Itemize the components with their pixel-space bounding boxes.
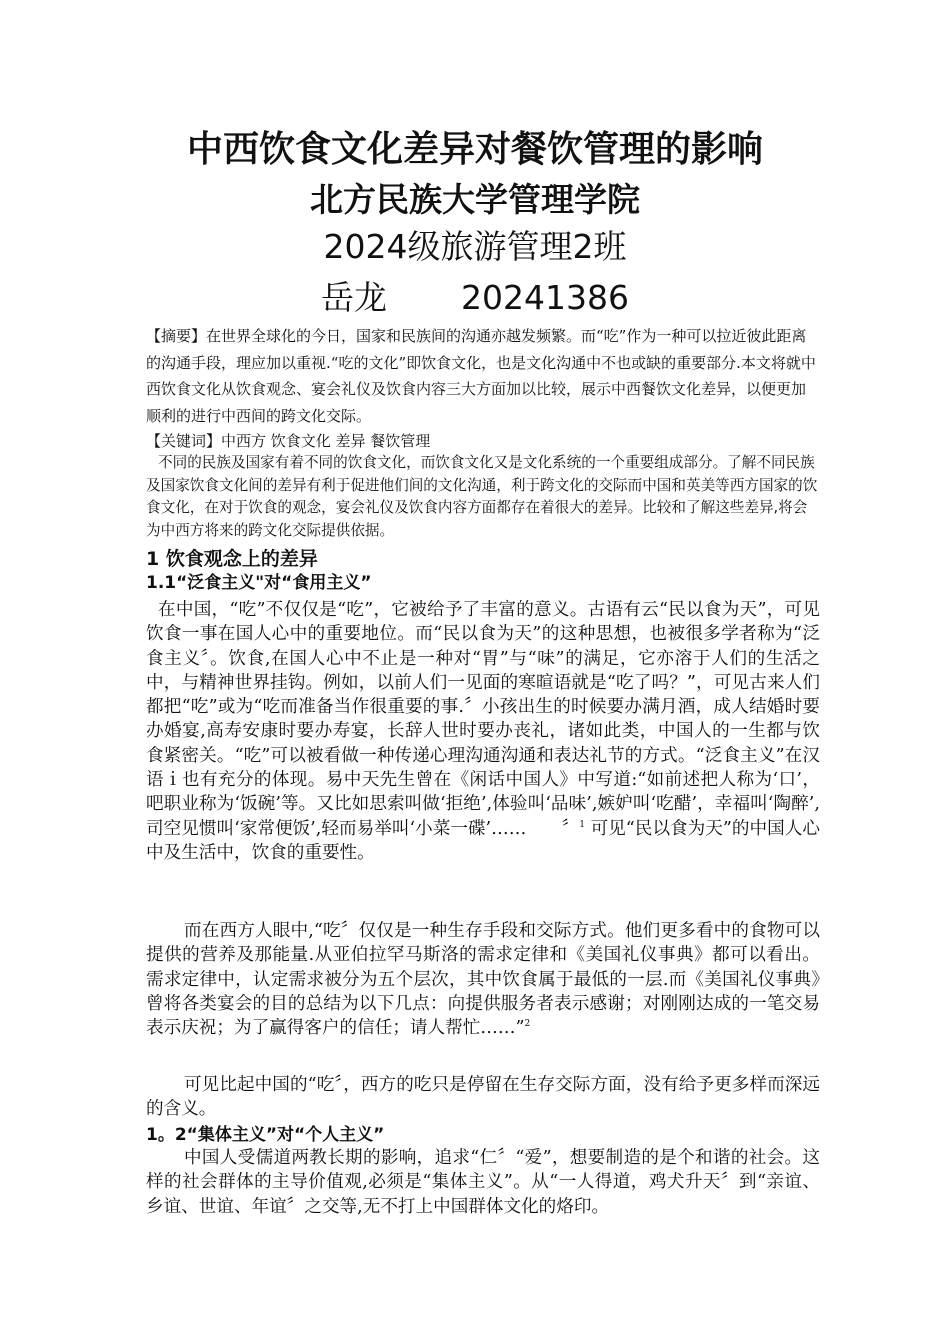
section-heading: 1 饮食观念上的差异 <box>146 548 318 570</box>
subsection-heading: 1.1“泛食主义"对“食用主义” <box>146 573 372 593</box>
footnote-ref: 1 <box>579 819 585 830</box>
abstract: 【摘要】在世界全球化的今日，国家和民族间的沟通亦越发频繁。而“吃”作为一种可以拉近彼此距离的沟通手段，理应加以重视.“吃的文化”即饮食文化，也是文化沟通中不也或缺的重要部分.本文将就中西饮食文化从饮食观念、宴会礼仪及饮食内容三大方面加以比较，展示中西餐饮文化差异，以便更加顺利的进行中西间的跨文化交际。 <box>146 327 816 426</box>
footnote-ref: 2 <box>524 1019 531 1030</box>
body-paragraph: 可见比起中国的“吃〞，西方的吃只是停留在生存交际方面，没有给予更多样而深远的含义。 <box>146 1075 820 1120</box>
body-paragraph <box>146 919 820 1040</box>
keywords: 【关键词】中西方 饮食文化 差异 餐饮管理 <box>146 432 431 450</box>
document-title: 中西饮食文化差异对餐饮管理的影响 <box>186 129 763 170</box>
body-paragraph <box>146 598 820 865</box>
body-paragraph: 中国人受儒道两教长期的影响，追求“仁〞“爱”，想要制造的是个和谐的社会。这样的社会群体的主导价值观,必须是“集体主义”。从“一人得道，鸡犬升天〞到“亲谊、乡谊、世谊、年谊〞之交等,无不打上中国群体文化的烙印。 <box>146 1148 820 1217</box>
class-name: 2024级旅游管理2班 <box>323 227 627 266</box>
paragraph-text: 在中国，“吃”不仅仅是“吃”，它被给予了丰富的意义。古语有云“民以食为天”，可见饮食一事在国人心中的重要地位。而“民以食为天”的这种思想，也被很多学者称为“泛食主义〞。饮食,在国人心中不止是一种对“胃”与“味”的满足，它亦溶于人们的生活之中，与精神世界挂钩。例如，以前人们一见面的寒暄语就是“吃了吗？”，可见古来人们都把“吃”或为“吃而准备当作很重要的事.〞小孩出生的时候要办满月酒，成人结婚时要办婚宴,高寿安康时要办寿宴，长辞人世时要办丧礼，诸如此类，中国人的一生都与饮食紧密关。“吃”可以被看做一种传递心理沟通沟通和表达礼节的方式。“泛食主义”在汉语ｉ也有充分的体现。易中天先生曾在《闲话中国人》中写道:“如前述把人称为‘口’，吧职业称为‘饭碗’等。又比如思索叫做‘拒绝’,体验叫‘品味’,嫉妒叫‘吃醋’，幸福叫‘陶醉’,司空见惯叫‘家常便饭’,轻而易举叫‘小菜一碟’…… 〞 <box>146 600 820 839</box>
school-name: 北方民族大学管理学院 <box>310 180 640 219</box>
intro-paragraph: 不同的民族及国家有着不同的饮食文化，而饮食文化又是文化系统的一个重要组成部分。了解不同民族及国家饮食文化间的差异有利于促进他们间的文化沟通，利于跨文化的交际而中国和英美等西方国家的饮食文化，在对于饮食的观念，宴会礼仪及饮食内容方面都存在着很大的差异。比较和了解这些差异,将会为中西方将来的跨文化交际提供依据。 <box>146 454 818 539</box>
paragraph-text: 可见“民以食为天”的中国人心中及生活中，饮食的重要性。 <box>146 818 820 863</box>
author-name: 岳龙 <box>321 278 388 317</box>
student-id: 20241386 <box>461 278 629 317</box>
paragraph-text: 而在西方人眼中,“吃〞仅仅是一种生存手段和交际方式。他们更多看中的食物可以提供的营养及那能量.从亚伯拉罕马斯洛的需求定律和《美国礼仪事典》都可以看出。需求定律中，认定需求被分为五个层次，其中饮食属于最低的一层.而《美国礼仪事典》曾将各类宴会的目的总结为以下几点：向提供服务者表示感谢；对刚刚达成的一笔交易表示庆祝；为了赢得客户的信任；请人帮忙……” <box>146 921 820 1039</box>
subsection-heading: 1。2“集体主义”对“个人主义” <box>146 1125 385 1145</box>
author-line <box>0 278 950 317</box>
